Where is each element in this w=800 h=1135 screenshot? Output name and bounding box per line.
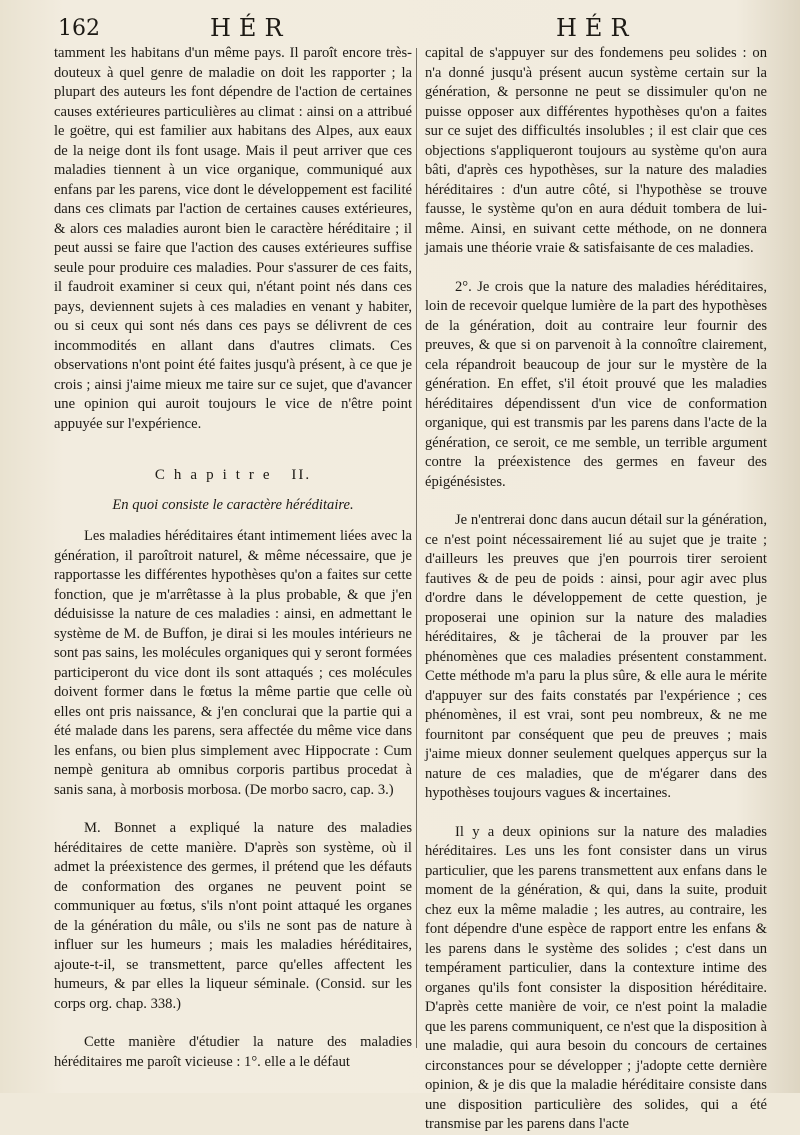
paragraph: Je n'entrerai donc dans aucun détail sur la génération, ce n'est point nécessairement lié au sujet que je traite ; d'ailleurs les preuves que j'en pourrois tirer seroient fautives & de peu de poids : ainsi, pour agir avec plus d'ordre dans le développement de cette question, je proposerai une opinion sur la nature des maladies héréditaires, & je tâcherai de la prouver par les phénomènes que ces maladies présentent constamment. Cette méthode m'a paru la plus sûre, & elle aura le mérite d'appuyer sur des faits constatés par l'expérience ; ces phénomènes, il est vrai, sont peu nombreux, & ne me fournitont par conséquent que peu de preuves ; mais j'aime mieux donner seulement quelques apperçus sur la nature de ces maladies, que de m'égarer dans des hypothèses toujours vagues & incertaines. — [425, 512, 767, 801]
paragraph: M. Bonnet a expliqué la nature des maladies héréditaires de cette manière. D'après son système, où il admet la préexistence des germes, il prétend que les défauts de conformation des organes ne peuvent point se communiquer au fœtus, s'ils n'ont point attaqué les organes de la génération du mâle, ou s'ils ne sont pas de nature à influer sur les humeurs ; mais les maladies héréditaires, ajoute-t-il, se transmettent, parce qu'elles affectent les humeurs, & par elles la liqueur séminale. (Consid. sur les corps org. chap. 338.) — [54, 820, 412, 1012]
paragraph: Les maladies héréditaires étant intimement liées avec la génération, il paroîtroit naturel, & même nécessaire, que je rapportasse les différentes hypothèses qu'on a faites sur cette fonction, que je m'arrêtasse à la plus probable, & que j'en déduisisse la nature de ces maladies : ainsi, en admettant le système de M. de Buffon, je dirai si les moules intérieurs ne sont pas sains, les molécules organiques qui y seront formées participeront du vice dont ils sont attaqués ; ces molécules doivent former dans le fœtus la même partie que celle où elles ont pris naissance, & j'en conclurai que la partie qui a été malade dans les parens, sera affectée du même vice dans les enfans, ou bien plus simplement avec Hippocrate : Cum nempè genitura ab omnibus corporis partibus procedat à sanis sana, à morbosis morbosa. (De morbo sacro, cap. 3.) — [54, 528, 412, 798]
page-number: 162 — [58, 16, 100, 41]
paragraph: capital de s'appuyer sur des fondemens peu solides : on n'a donné jusqu'à présent aucun système certain sur la génération, & personne ne peut se dissimuler qu'on ne puisse opposer aux différentes hypothèses qu'on a faites sur ce sujet des difficultés insolubles ; il est clair que ces objections s'appliqueront toujours au système qu'on aura bâti, d'après ces hypothèses, sur la nature des maladies héréditaires : d'un autre côté, si l'hypothèse se trouve fausse, le système qu'on en aura déduit tombera de lui-même. Ainsi, en suivant cette méthode, on ne donnera jamais une théorie vraie & satisfaisante de ces maladies. — [425, 45, 767, 256]
page-header — [0, 14, 800, 48]
running-head-right: HÉR — [556, 14, 637, 42]
paragraph: 2°. Je crois que la nature des maladies héréditaires, loin de recevoir quelque lumière de la part des hypothèses de la génération, doit au contraire leur fournir des preuves, & que si on parvenoit à la connoître clairement, cela répandroit beaucoup de jour sur le mystère de la génération. En effet, s'il étoit prouvé que les maladies héréditaires dépendissent d'un vice de conformation organique, qui est transmis par les parens dans l'acte de la génération, ce seroit, ce me semble, un terrible argument contre la préexistence des germes en faveur des épigénésistes. — [425, 278, 767, 490]
chapter-subtitle: En quoi consiste le caractère héréditaire. — [112, 496, 354, 513]
running-head-left: HÉR — [210, 14, 291, 42]
paragraph: Il y a deux opinions sur la nature des maladies héréditaires. Les uns les font consister dans un virus particulier, que les parens transmettent aux enfans dans le moment de la génération, & qui, dans la suite, produit chez eux la même maladie ; les autres, au contraire, les font dépendre d'une espèce de rapport entre les enfans & les parens dans le système des solides ; c'est dans un tempérament particulier, dans la contexture intime des organes qu'ils font consister la disposition héréditaire. D'après cette manière de voir, ce n'est point la maladie que les parens communiquent, ce n'est que la disposition à une maladie, qui aura besoin du concours de certaines circonstances pour se développer ; j'adopte cette dernière opinion, & je dis que la maladie héréditaire consiste dans une disposition particulière des solides, qui a été transmise par les parens dans l'acte — [425, 823, 767, 1132]
paragraph: tamment les habitans d'un même pays. Il paroît encore très-douteux à quel genre de maladie on doit les rapporter ; la plupart des auteurs les font dépendre de l'action de certaines causes extérieures particulières au climat : ainsi on a attribué le goëtre, qui est familier aux habitans des Alpes, aux eaux de la neige dont ils font usage. Mais il peut arriver que ces maladies tiennent à un vice organique, communiqué aux enfans par les parens, vice dont le développement est facilité dans ces climats par l'action de certaines causes extérieures, & alors ces maladies auront bien le caractère héréditaire ; il peut aussi se faire que l'action des causes extérieures suffise seule pour produire ces maladies. Pour s'assurer de ces faits, il faudroit examiner si ceux qui, n'étant point nés dans ces pays, deviennent sujets à ces maladies en venant y habiter, ou si ceux qui sont nés dans ces pays se délivrent de ces incommodités en allant dans d'autres climats. Ces observations n'ont point été faites jusqu'à présent, à ce que je crois ; ainsi j'aime mieux me taire sur ce sujet, que d'avancer une opinion qui auroit toujours le vice de n'être point appuyée sur l'expérience. — [54, 45, 412, 432]
chapter-heading — [54, 466, 412, 486]
chapter-numeral: II. — [291, 467, 312, 483]
chapter-word: Chapitre — [154, 467, 279, 483]
column-divider — [416, 48, 417, 1048]
left-column — [54, 44, 412, 1072]
right-column — [425, 44, 767, 1135]
paragraph: Cette manière d'étudier la nature des maladies héréditaires me paroît vicieuse : 1°. elle a le défaut — [54, 1034, 412, 1070]
